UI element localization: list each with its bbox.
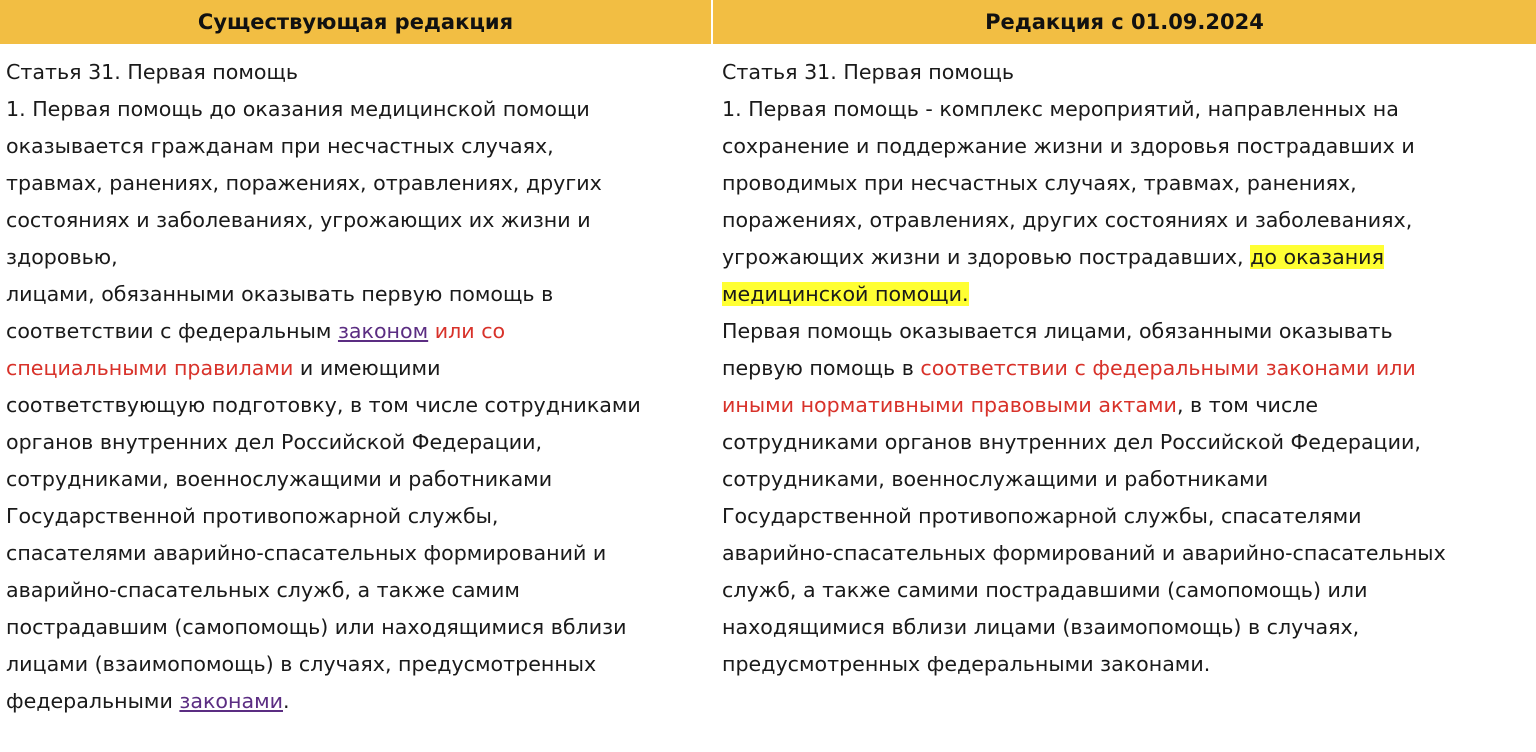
deleted-text: специальными правилами <box>6 356 294 380</box>
highlighted-text: до оказания <box>1250 245 1384 269</box>
text-segment: федеральными <box>6 689 180 713</box>
changed-text: соответствии с федеральными законами или <box>920 356 1416 380</box>
highlighted-text: медицинской помощи. <box>722 282 969 306</box>
new-text <box>713 54 1536 683</box>
text-line: состояниях и заболеваниях, угрожающих их жизни и <box>6 208 591 232</box>
text-line: предусмотренных федеральными законами. <box>722 652 1211 676</box>
column-current <box>0 0 711 752</box>
text-line <box>6 683 711 720</box>
text-line: 1. Первая помощь до оказания медицинской помощи <box>6 97 590 121</box>
text-line: аварийно-спасательных формирований и аварийно-спасательных <box>722 541 1446 565</box>
text-line: лицами, обязанными оказывать первую помощь в <box>6 282 554 306</box>
text-line: сотрудниками, военнослужащими и работниками <box>6 467 553 491</box>
text-line <box>722 239 1536 276</box>
text-line <box>6 350 711 387</box>
text-line: аварийно-спасательных служб, а также самим <box>6 578 520 602</box>
text-line: оказывается гражданам при несчастных случаях, <box>6 134 554 158</box>
laws-link[interactable]: законами <box>179 689 283 713</box>
text-segment: , в том числе <box>1176 393 1319 417</box>
text-segment: первую помощь в <box>722 356 921 380</box>
text-line: Первая помощь оказывается лицами, обязанными оказывать <box>722 319 1393 343</box>
article-title: Статья 31. Первая помощь <box>722 60 1015 84</box>
text-line: проводимых при несчастных случаях, травмах, ранениях, <box>722 171 1357 195</box>
text-line <box>6 313 711 350</box>
text-line: травмах, ранениях, поражениях, отравлениях, других <box>6 171 602 195</box>
text-line: 1. Первая помощь - комплекс мероприятий, направленных на <box>722 97 1399 121</box>
current-text <box>0 54 711 720</box>
text-segment: угрожающих жизни и здоровью пострадавших, <box>722 245 1251 269</box>
text-line: сотрудниками органов внутренних дел Российской Федерации, <box>722 430 1421 454</box>
text-segment: . <box>283 689 290 713</box>
text-line <box>722 276 1536 313</box>
text-line <box>722 350 1536 387</box>
text-line: сохранение и поддержание жизни и здоровья пострадавших и <box>722 134 1415 158</box>
text-line: пострадавшим (самопомощь) или находящимися вблизи <box>6 615 627 639</box>
law-link[interactable]: законом <box>337 319 429 343</box>
text-line: органов внутренних дел Российской Федерации, <box>6 430 543 454</box>
text-line <box>722 387 1536 424</box>
text-line: находящимися вблизи лицами (взаимопомощь) в случаях, <box>722 615 1360 639</box>
text-segment: и имеющими <box>293 356 441 380</box>
text-line: соответствующую подготовку, в том числе сотрудниками <box>6 393 641 417</box>
text-segment: соответствии с федеральным <box>6 319 338 343</box>
article-title: Статья 31. Первая помощь <box>6 60 299 84</box>
text-line: лицами (взаимопомощь) в случаях, предусмотренных <box>6 652 597 676</box>
changed-text: иными нормативными правовыми актами <box>722 393 1177 417</box>
column-new <box>713 0 1536 752</box>
text-line: сотрудниками, военнослужащими и работниками <box>722 467 1269 491</box>
text-line: поражениях, отравлениях, других состояниях и заболеваниях, <box>722 208 1413 232</box>
header-current: Существующая редакция <box>0 0 711 44</box>
text-line: служб, а также самими пострадавшими (самопомощь) или <box>722 578 1368 602</box>
text-line: спасателями аварийно-спасательных формирований и <box>6 541 607 565</box>
header-new: Редакция с 01.09.2024 <box>713 0 1536 44</box>
deleted-text: или со <box>428 319 506 343</box>
text-line: Государственной противопожарной службы, спасателями <box>722 504 1362 528</box>
text-line: здоровью, <box>6 245 118 269</box>
text-line: Государственной противопожарной службы, <box>6 504 499 528</box>
